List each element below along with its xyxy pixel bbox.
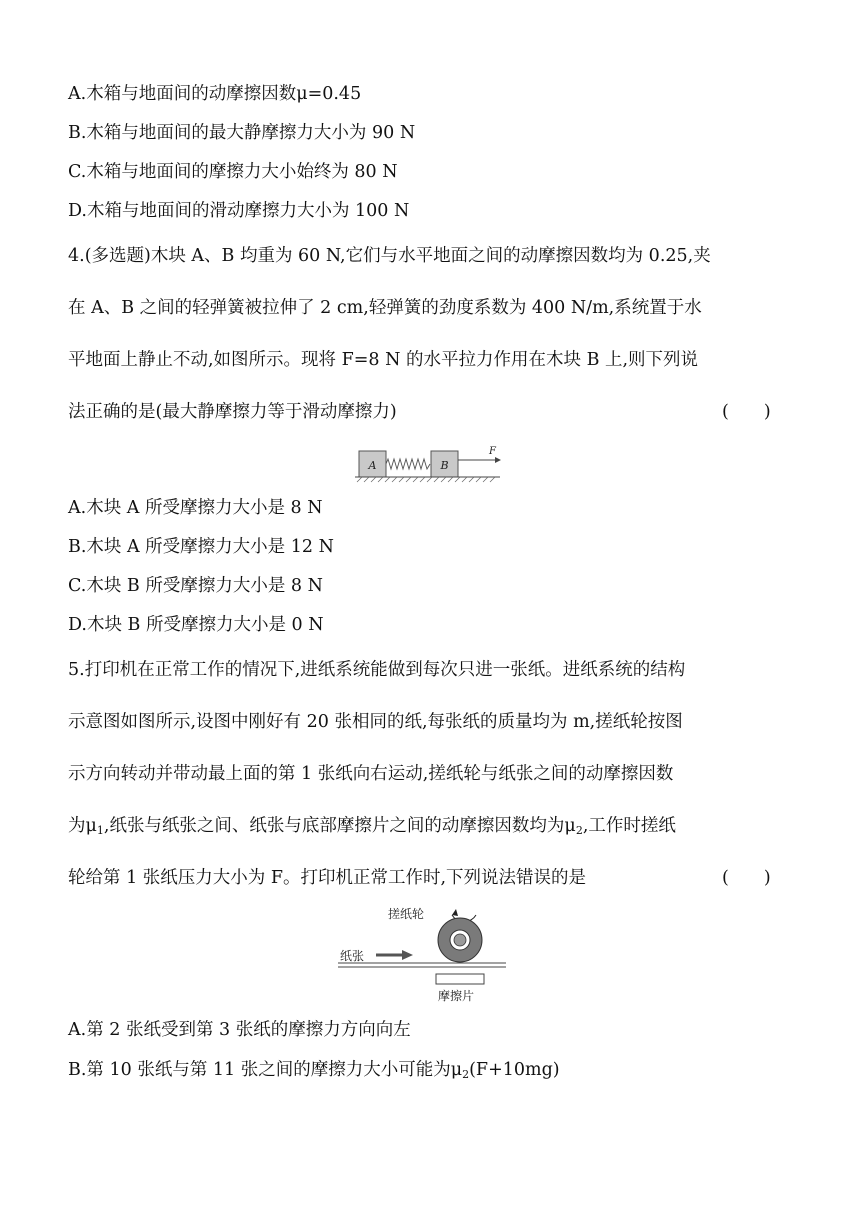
paper-direction-arrowhead bbox=[402, 950, 413, 960]
q5-mu1-subscript: 1 bbox=[96, 824, 104, 837]
q3-option-a: A.木箱与地面间的动摩擦因数μ=0.45 bbox=[68, 84, 362, 104]
spring bbox=[386, 459, 430, 469]
rotation-arrowhead bbox=[452, 909, 458, 916]
q3-option-d: D.木箱与地面间的滑动摩擦力大小为 100 N bbox=[68, 201, 410, 221]
q4-option-a: A.木块 A 所受摩擦力大小是 8 N bbox=[68, 498, 323, 518]
ground-hatching bbox=[357, 477, 495, 482]
q4-option-d: D.木块 B 所受摩擦力大小是 0 N bbox=[68, 615, 324, 635]
q5-stem-line-5: 轮给第 1 张纸压力大小为 F。打印机正常工作时,下列说法错误的是 bbox=[68, 868, 587, 888]
q4-option-b: B.木块 A 所受摩擦力大小是 12 N bbox=[68, 537, 334, 557]
friction-pad bbox=[436, 974, 484, 984]
q4-stem-line-3: 平地面上静止不动,如图所示。现将 F=8 N 的水平拉力作用在木块 B 上,则下列说 bbox=[68, 350, 699, 370]
q5-mu2-subscript: 2 bbox=[575, 824, 583, 837]
paper-label: 纸张 bbox=[340, 949, 365, 963]
q5-answer-paren: ( ) bbox=[722, 868, 771, 888]
q3-option-b: B.木箱与地面间的最大静摩擦力大小为 90 N bbox=[68, 123, 416, 143]
roller-axle bbox=[454, 934, 466, 946]
q5-option-a: A.第 2 张纸受到第 3 张纸的摩擦力方向向左 bbox=[68, 1020, 411, 1040]
roller-label: 搓纸轮 bbox=[388, 907, 425, 921]
pad-label: 摩擦片 bbox=[438, 989, 475, 1003]
block-a-label: A bbox=[368, 459, 377, 472]
q4-option-c: C.木块 B 所受摩擦力大小是 8 N bbox=[68, 576, 323, 596]
q3-option-c: C.木箱与地面间的摩擦力大小始终为 80 N bbox=[68, 162, 398, 182]
q5-paper-feed-figure bbox=[338, 905, 508, 1005]
q4-spring-blocks-figure bbox=[355, 443, 505, 483]
q5-option-b-part-b: (F+10mg) bbox=[469, 1060, 560, 1080]
q5-stem-line-2: 示意图如图所示,设图中刚好有 20 张相同的纸,每张纸的质量均为 m,搓纸轮按图 bbox=[68, 712, 683, 732]
q5-stem-line-1: 5.打印机在正常工作的情况下,进纸系统能做到每次只进一张纸。进纸系统的结构 bbox=[68, 660, 686, 680]
q5-option-b-part-a: B.第 10 张纸与第 11 张之间的摩擦力大小可能为μ bbox=[68, 1060, 463, 1080]
q4-stem-line-2: 在 A、B 之间的轻弹簧被拉伸了 2 cm,轻弹簧的劲度系数为 400 N/m,系统置于水 bbox=[68, 298, 702, 318]
q4-stem-line-4: 法正确的是(最大静摩擦力等于滑动摩擦力) bbox=[68, 402, 397, 422]
q5-option-b bbox=[68, 1058, 560, 1087]
q5-line4-part-a: 为μ bbox=[68, 816, 97, 836]
q4-answer-paren: ( ) bbox=[722, 402, 771, 422]
q5-line4-part-b: ,纸张与纸张之间、纸张与底部摩擦片之间的动摩擦因数均为μ bbox=[103, 816, 576, 836]
q5-stem-line-3: 示方向转动并带动最上面的第 1 张纸向右运动,搓纸轮与纸张之间的动摩擦因数 bbox=[68, 764, 674, 784]
force-label: F bbox=[489, 446, 496, 457]
q5-option-b-subscript: 2 bbox=[462, 1068, 470, 1081]
q5-line4-part-c: ,工作时搓纸 bbox=[582, 816, 676, 836]
block-b-label: B bbox=[440, 459, 449, 472]
q4-stem-line-1: 4.(多选题)木块 A、B 均重为 60 N,它们与水平地面之间的动摩擦因数均为 0.25,夹 bbox=[68, 246, 711, 266]
force-arrowhead bbox=[495, 457, 501, 463]
q5-stem-line-4 bbox=[68, 814, 676, 843]
